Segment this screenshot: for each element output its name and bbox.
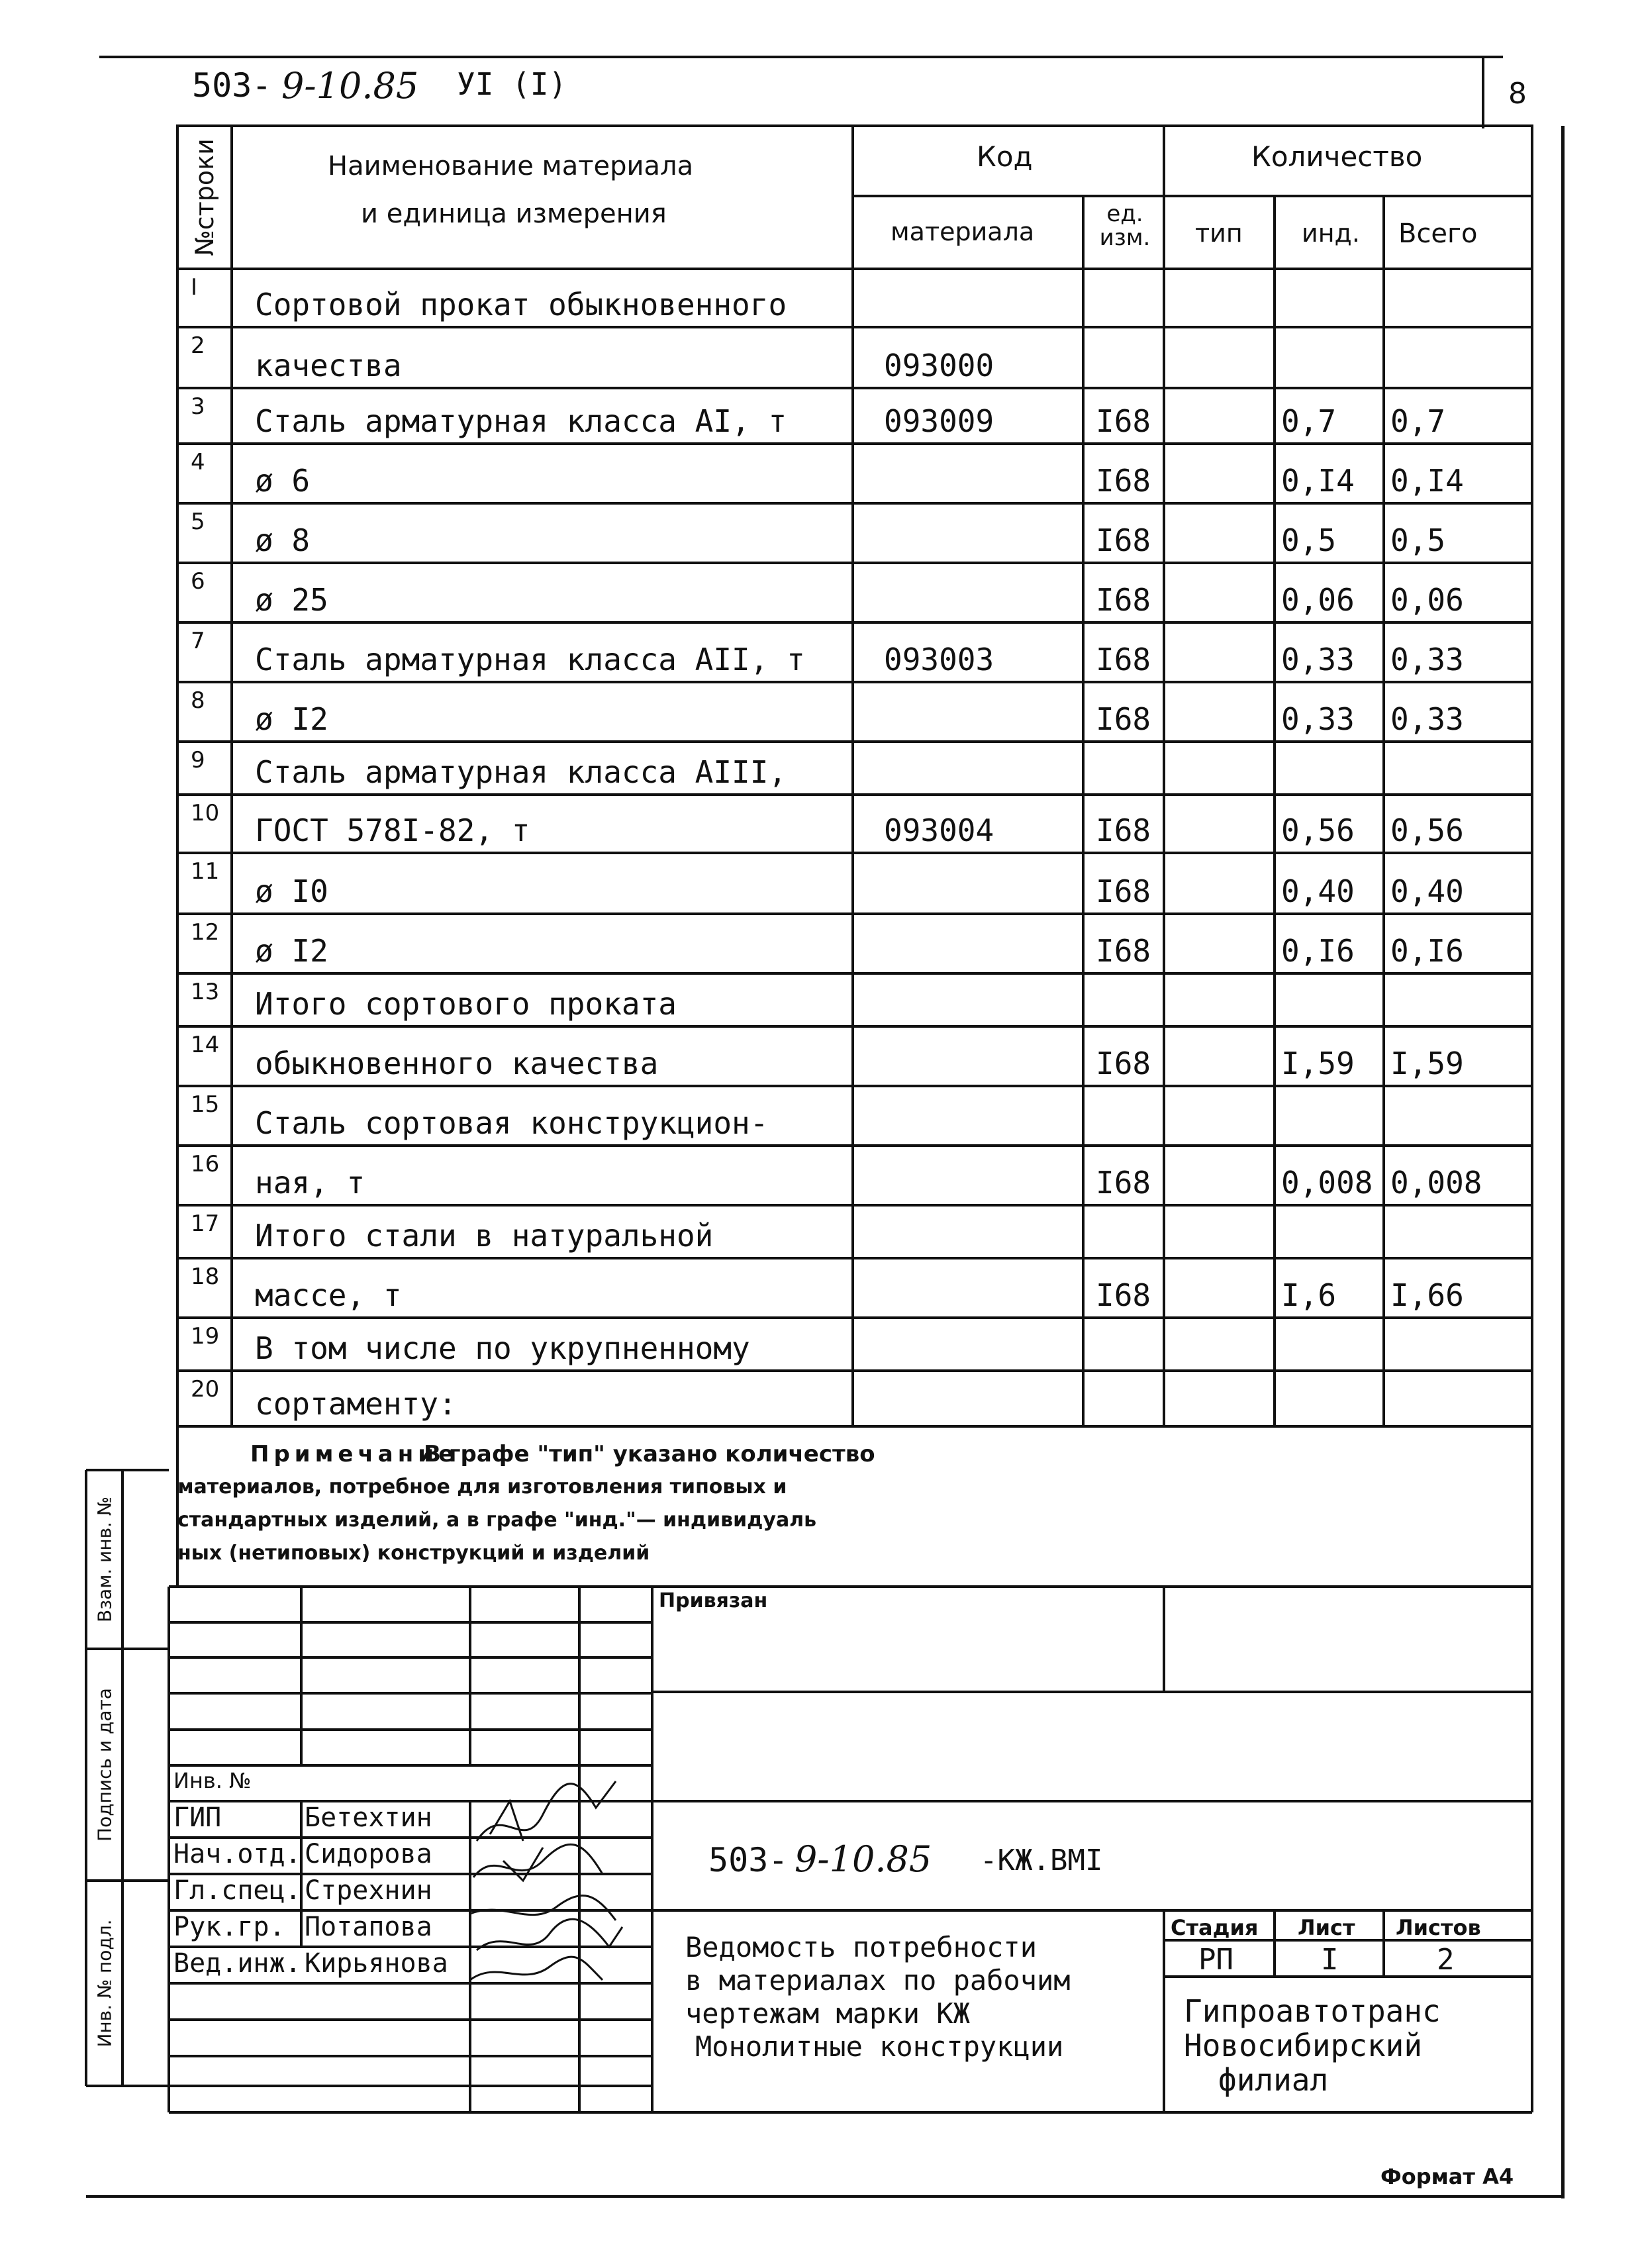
row-number: 6 — [191, 568, 205, 595]
side-vzam-inv: Взам. инв. № — [93, 1496, 116, 1623]
row-unit: I68 — [1096, 462, 1151, 499]
row-number: 15 — [191, 1091, 220, 1118]
title-line3: чертежам марки КЖ — [685, 1997, 970, 2030]
row-name: Сталь сортовая конструкцион- — [255, 1105, 769, 1141]
org-line1: Гипроавтотранс — [1184, 1993, 1441, 2029]
row-name: ГОСТ 578I-82, т — [255, 812, 530, 848]
row-number: 5 — [191, 509, 205, 535]
row-unit: I68 — [1096, 1045, 1151, 1081]
row-number: 10 — [191, 800, 220, 826]
row-name: ø I2 — [255, 932, 328, 969]
row-number: 17 — [191, 1210, 220, 1237]
title-line2: в материалах по рабочим — [685, 1964, 1071, 1997]
title-line1: Ведомость потребности — [685, 1931, 1038, 1963]
row-unit: I68 — [1096, 873, 1151, 909]
col-qty-total-header: Всего — [1398, 219, 1478, 249]
row-unit: I68 — [1096, 522, 1151, 558]
row-ind: 0,008 — [1281, 1164, 1373, 1201]
row-unit: I68 — [1096, 701, 1151, 737]
row-unit: I68 — [1096, 812, 1151, 848]
row-unit: I68 — [1096, 641, 1151, 677]
title-doc-code-suffix: -КЖ.ВМI — [980, 1844, 1103, 1877]
staff-role: Нач.отд. — [173, 1839, 301, 1869]
title-doc-code-hand: 9-10.85 — [795, 1838, 932, 1880]
row-name: В том числе по укрупненному — [255, 1330, 750, 1366]
note-line1: В графе "тип" указано количество — [424, 1441, 875, 1467]
row-number: I — [191, 274, 198, 301]
row-name: Итого стали в натуральной — [255, 1217, 714, 1254]
row-code: 093000 — [884, 347, 994, 383]
row-number: 4 — [191, 449, 205, 475]
row-ind: I,59 — [1281, 1045, 1355, 1081]
row-number: 3 — [191, 393, 205, 420]
row-total: I,59 — [1390, 1045, 1464, 1081]
sheets-label: Листов — [1396, 1915, 1481, 1940]
row-number: 9 — [191, 747, 205, 773]
col-code-header: Код — [977, 140, 1033, 173]
staff-name: Кирьянова — [305, 1948, 448, 1979]
title-doc-code-prefix: 503- — [708, 1841, 789, 1879]
row-name: качества — [255, 347, 402, 383]
row-total: 0,56 — [1390, 812, 1464, 848]
col-qty-type-header: тип — [1195, 219, 1243, 248]
row-total: 0,5 — [1390, 522, 1446, 558]
col-row-no-header: №строки — [190, 138, 219, 256]
stage-value: РП — [1198, 1943, 1233, 1977]
row-unit: I68 — [1096, 1164, 1151, 1201]
row-ind: 0,I6 — [1281, 932, 1355, 969]
row-unit: I68 — [1096, 932, 1151, 969]
row-number: 11 — [191, 858, 220, 885]
header-doc-code-hand: 9-10.85 — [281, 65, 419, 107]
row-name: сортаменту: — [255, 1385, 457, 1422]
row-ind: 0,33 — [1281, 641, 1355, 677]
row-total: 0,008 — [1390, 1164, 1482, 1201]
note-line3: стандартных изделий, а в графе "инд."— индивидуаль — [177, 1508, 817, 1532]
inv-no-label: Инв. № — [173, 1768, 252, 1793]
row-ind: 0,I4 — [1281, 462, 1355, 499]
col-code-unit-header: ед. изм. — [1099, 201, 1151, 251]
org-line3: филиал — [1218, 2062, 1329, 2098]
row-number: 16 — [191, 1151, 220, 1177]
row-name: Итого сортового проката — [255, 985, 677, 1022]
org-line2: Новосибирский — [1184, 2028, 1423, 2063]
row-number: 7 — [191, 628, 205, 654]
row-name: ø 25 — [255, 581, 328, 618]
row-name: массе, т — [255, 1277, 402, 1313]
privyazan-label: Привязан — [659, 1589, 768, 1612]
row-total: 0,7 — [1390, 403, 1446, 439]
row-name: Сталь арматурная класса АI, т — [255, 403, 787, 439]
staff-role: ГИП — [173, 1802, 222, 1833]
row-ind: 0,40 — [1281, 873, 1355, 909]
col-code-material-header: материала — [891, 217, 1035, 246]
col-name-header-line2: и единица измерения — [361, 199, 667, 229]
row-ind: I,6 — [1281, 1277, 1337, 1313]
format-label: Формат А4 — [1380, 2164, 1514, 2189]
row-total: 0,33 — [1390, 641, 1464, 677]
row-name: ø 8 — [255, 522, 311, 558]
row-name: обыкновенного качества — [255, 1045, 659, 1081]
sheet-label: Лист — [1298, 1915, 1355, 1940]
sheets-value: 2 — [1437, 1943, 1455, 1977]
header-doc-code-suffix: УI (I) — [457, 66, 567, 102]
staff-role: Гл.спец. — [173, 1875, 301, 1906]
staff-name: Бетехтин — [305, 1802, 432, 1833]
staff-role: Вед.инж. — [173, 1948, 301, 1979]
row-name: Сталь арматурная класса АIII, — [255, 754, 787, 790]
staff-name: Сидорова — [305, 1839, 432, 1869]
title-line4: Монолитные конструкции — [695, 2030, 1064, 2063]
row-total: 0,I4 — [1390, 462, 1464, 499]
col-name-header-line1: Наименование материала — [328, 151, 694, 181]
row-ind: 0,7 — [1281, 403, 1337, 439]
row-name: Сталь арматурная класса АII, т — [255, 641, 805, 677]
page-number: 8 — [1508, 77, 1527, 111]
row-number: 2 — [191, 332, 205, 359]
note-line4: ных (нетиповых) конструкций и изделий — [177, 1542, 650, 1565]
sheet-value: I — [1321, 1943, 1339, 1977]
row-name: Сортовой прокат обыкновенного — [255, 286, 787, 322]
staff-name: Стрехнин — [305, 1875, 432, 1906]
note-line2: материалов, потребное для изготовления типовых и — [177, 1475, 787, 1499]
row-total: 0,06 — [1390, 581, 1464, 618]
row-ind: 0,5 — [1281, 522, 1337, 558]
row-total: I,66 — [1390, 1277, 1464, 1313]
row-unit: I68 — [1096, 403, 1151, 439]
row-number: 8 — [191, 687, 205, 714]
row-unit: I68 — [1096, 581, 1151, 618]
side-inv-podl: Инв. № подл. — [93, 1919, 116, 2047]
col-qty-ind-header: инд. — [1302, 219, 1360, 248]
row-code: 093003 — [884, 641, 994, 677]
stage-label: Стадия — [1171, 1915, 1259, 1940]
row-number: 13 — [191, 979, 220, 1005]
header-doc-code-prefix: 503- — [192, 66, 272, 105]
signatures — [463, 1761, 636, 1987]
row-name: ø I0 — [255, 873, 328, 909]
row-ind: 0,33 — [1281, 701, 1355, 737]
note-heading: Примечание — [250, 1441, 459, 1467]
row-code: 093004 — [884, 812, 994, 848]
row-ind: 0,06 — [1281, 581, 1355, 618]
side-podpis-data: Подпись и дата — [93, 1688, 116, 1842]
row-unit: I68 — [1096, 1277, 1151, 1313]
row-ind: 0,56 — [1281, 812, 1355, 848]
row-code: 093009 — [884, 403, 994, 439]
row-total: 0,I6 — [1390, 932, 1464, 969]
row-number: 14 — [191, 1032, 220, 1058]
row-name: ø I2 — [255, 701, 328, 737]
col-qty-header: Количество — [1251, 140, 1423, 173]
row-name: ø 6 — [255, 462, 311, 499]
row-number: 19 — [191, 1323, 220, 1350]
row-number: 12 — [191, 919, 220, 946]
row-total: 0,33 — [1390, 701, 1464, 737]
row-total: 0,40 — [1390, 873, 1464, 909]
staff-name: Потапова — [305, 1912, 432, 1942]
row-number: 20 — [191, 1376, 220, 1403]
row-name: ная, т — [255, 1164, 365, 1201]
row-number: 18 — [191, 1263, 220, 1290]
staff-role: Рук.гр. — [173, 1912, 285, 1942]
